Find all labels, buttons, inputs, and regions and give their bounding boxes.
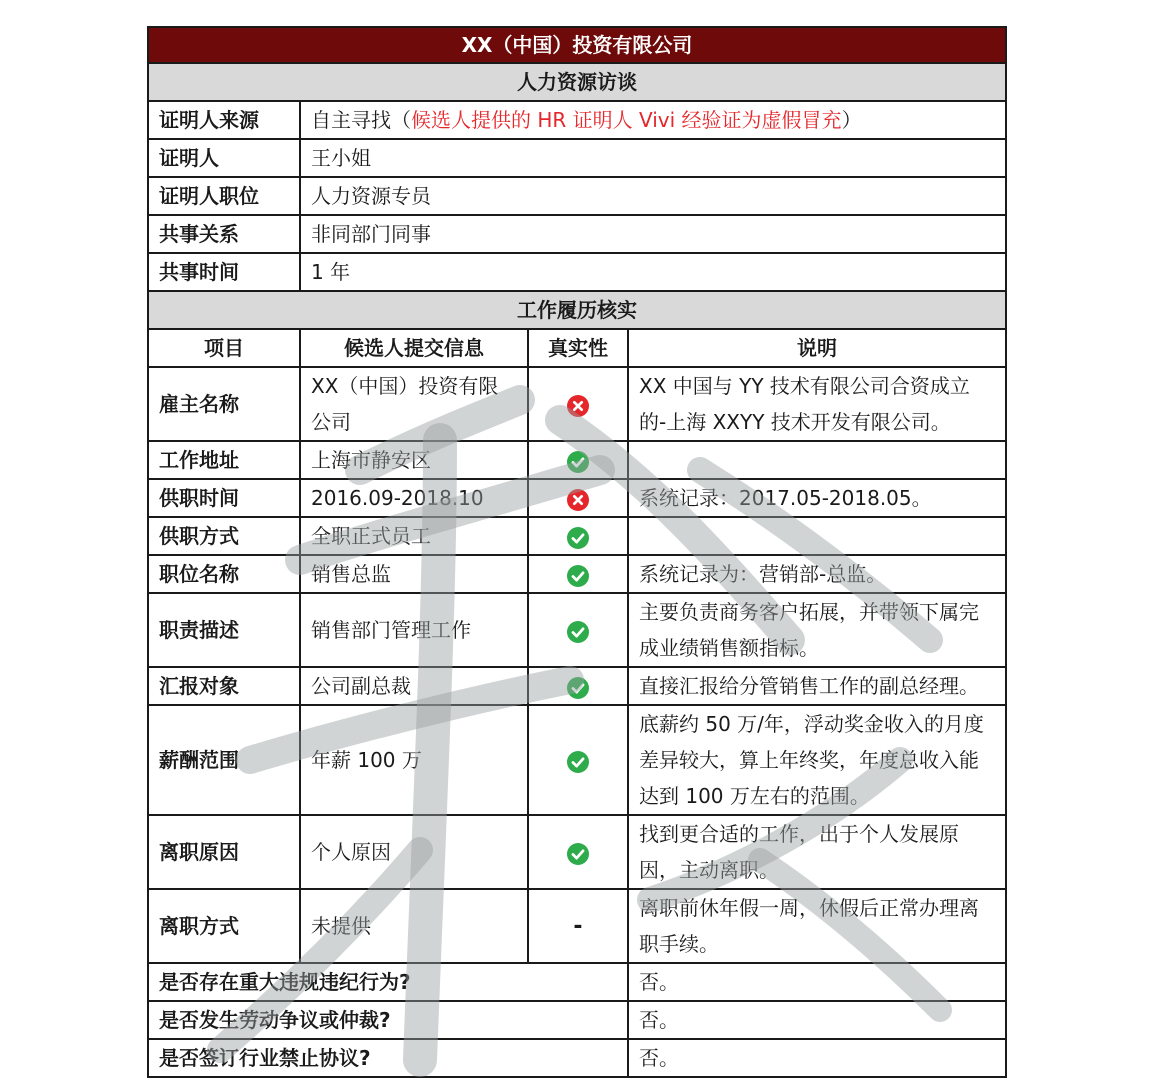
row-explanation: 离职前休年假一周，休假后正常办理离职手续。 xyxy=(628,889,1006,963)
row-item: 离职原因 xyxy=(148,815,300,889)
row-submitted: XX（中国）投资有限公司 xyxy=(300,367,528,441)
interview-value: 非同部门同事 xyxy=(300,215,1006,253)
title-row xyxy=(148,27,1006,63)
row-explanation: 主要负责商务客户拓展，并带领下属完成业绩销售额指标。 xyxy=(628,593,1006,667)
row-status xyxy=(528,479,628,517)
table-row xyxy=(148,517,1006,555)
row-item: 工作地址 xyxy=(148,441,300,479)
interview-row xyxy=(148,253,1006,291)
row-item: 汇报对象 xyxy=(148,667,300,705)
row-submitted: 销售总监 xyxy=(300,555,528,593)
row-status xyxy=(528,667,628,705)
table-row xyxy=(148,367,1006,441)
row-explanation xyxy=(628,517,1006,555)
check-circle-icon xyxy=(567,843,589,865)
interview-label: 证明人来源 xyxy=(148,101,300,139)
row-item: 职责描述 xyxy=(148,593,300,667)
row-explanation: 找到更合适的工作，出于个人发展原因，主动离职。 xyxy=(628,815,1006,889)
hr-interview-section xyxy=(148,63,1006,101)
row-submitted: 年薪 100 万 xyxy=(300,705,528,815)
row-item: 职位名称 xyxy=(148,555,300,593)
interview-value: 自主寻找（ xyxy=(311,108,411,132)
table-row xyxy=(148,815,1006,889)
row-explanation: 底薪约 50 万/年，浮动奖金收入的月度差异较大，算上年终奖，年度总收入能达到 100 万左右的范围。 xyxy=(628,705,1006,815)
question-row xyxy=(148,1039,1006,1077)
interview-value: 1 年 xyxy=(300,253,1006,291)
question-answer: 否。 xyxy=(628,1039,1006,1077)
question-label: 是否签订行业禁止协议? xyxy=(148,1039,628,1077)
interview-label: 证明人职位 xyxy=(148,177,300,215)
row-status xyxy=(528,889,628,963)
row-explanation: 系统记录为：营销部-总监。 xyxy=(628,555,1006,593)
interview-label: 共事时间 xyxy=(148,253,300,291)
interview-row xyxy=(148,101,1006,139)
row-status xyxy=(528,367,628,441)
question-answer: 否。 xyxy=(628,1001,1006,1039)
row-explanation: 系统记录：2017.05-2018.05。 xyxy=(628,479,1006,517)
row-status xyxy=(528,705,628,815)
row-submitted: 2016.09-2018.10 xyxy=(300,479,528,517)
column-header-explanation: 说明 xyxy=(628,329,1006,367)
table-row xyxy=(148,479,1006,517)
check-circle-icon xyxy=(567,565,589,587)
interview-value: 王小姐 xyxy=(300,139,1006,177)
row-submitted: 销售部门管理工作 xyxy=(300,593,528,667)
interview-row xyxy=(148,177,1006,215)
row-status xyxy=(528,815,628,889)
question-row xyxy=(148,963,1006,1001)
check-circle-icon xyxy=(567,621,589,643)
table-row xyxy=(148,667,1006,705)
row-submitted: 公司副总裁 xyxy=(300,667,528,705)
work-history-section xyxy=(148,291,1006,329)
not-applicable-dash: - xyxy=(573,913,583,939)
interview-label: 共事关系 xyxy=(148,215,300,253)
row-item: 供职时间 xyxy=(148,479,300,517)
check-circle-icon xyxy=(567,677,589,699)
x-circle-icon xyxy=(567,489,589,511)
table-row xyxy=(148,441,1006,479)
interview-value-source xyxy=(300,101,1006,139)
interview-row xyxy=(148,139,1006,177)
column-header-item: 项目 xyxy=(148,329,300,367)
check-circle-icon xyxy=(567,751,589,773)
table-row xyxy=(148,889,1006,963)
row-status xyxy=(528,555,628,593)
column-header-submitted: 候选人提交信息 xyxy=(300,329,528,367)
row-item: 雇主名称 xyxy=(148,367,300,441)
background-check-table xyxy=(147,26,1007,1078)
question-answer: 否。 xyxy=(628,963,1006,1001)
row-item: 供职方式 xyxy=(148,517,300,555)
column-header-row xyxy=(148,329,1006,367)
check-circle-icon xyxy=(567,451,589,473)
row-item: 离职方式 xyxy=(148,889,300,963)
interview-label: 证明人 xyxy=(148,139,300,177)
section-title-hr-interview: 人力资源访谈 xyxy=(148,63,1006,101)
row-status xyxy=(528,441,628,479)
table-row xyxy=(148,555,1006,593)
row-status xyxy=(528,517,628,555)
interview-row xyxy=(148,215,1006,253)
x-circle-icon xyxy=(567,395,589,417)
row-explanation: 直接汇报给分管销售工作的副总经理。 xyxy=(628,667,1006,705)
row-explanation: XX 中国与 YY 技术有限公司合资成立的-上海 XXYY 技术开发有限公司。 xyxy=(628,367,1006,441)
table-row xyxy=(148,705,1006,815)
question-label: 是否存在重大违规违纪行为? xyxy=(148,963,628,1001)
row-submitted: 个人原因 xyxy=(300,815,528,889)
row-explanation xyxy=(628,441,1006,479)
row-submitted: 上海市静安区 xyxy=(300,441,528,479)
row-submitted: 未提供 xyxy=(300,889,528,963)
question-label: 是否发生劳动争议或仲裁? xyxy=(148,1001,628,1039)
question-row xyxy=(148,1001,1006,1039)
fake-referee-note: 候选人提供的 HR 证明人 Vivi 经验证为虚假冒充 xyxy=(411,108,842,132)
company-title: XX（中国）投资有限公司 xyxy=(148,27,1006,63)
row-status xyxy=(528,593,628,667)
interview-value-end: ） xyxy=(841,108,862,132)
section-title-work-history: 工作履历核实 xyxy=(148,291,1006,329)
column-header-authenticity: 真实性 xyxy=(528,329,628,367)
row-submitted: 全职正式员工 xyxy=(300,517,528,555)
table-row xyxy=(148,593,1006,667)
check-circle-icon xyxy=(567,527,589,549)
interview-value: 人力资源专员 xyxy=(300,177,1006,215)
row-item: 薪酬范围 xyxy=(148,705,300,815)
